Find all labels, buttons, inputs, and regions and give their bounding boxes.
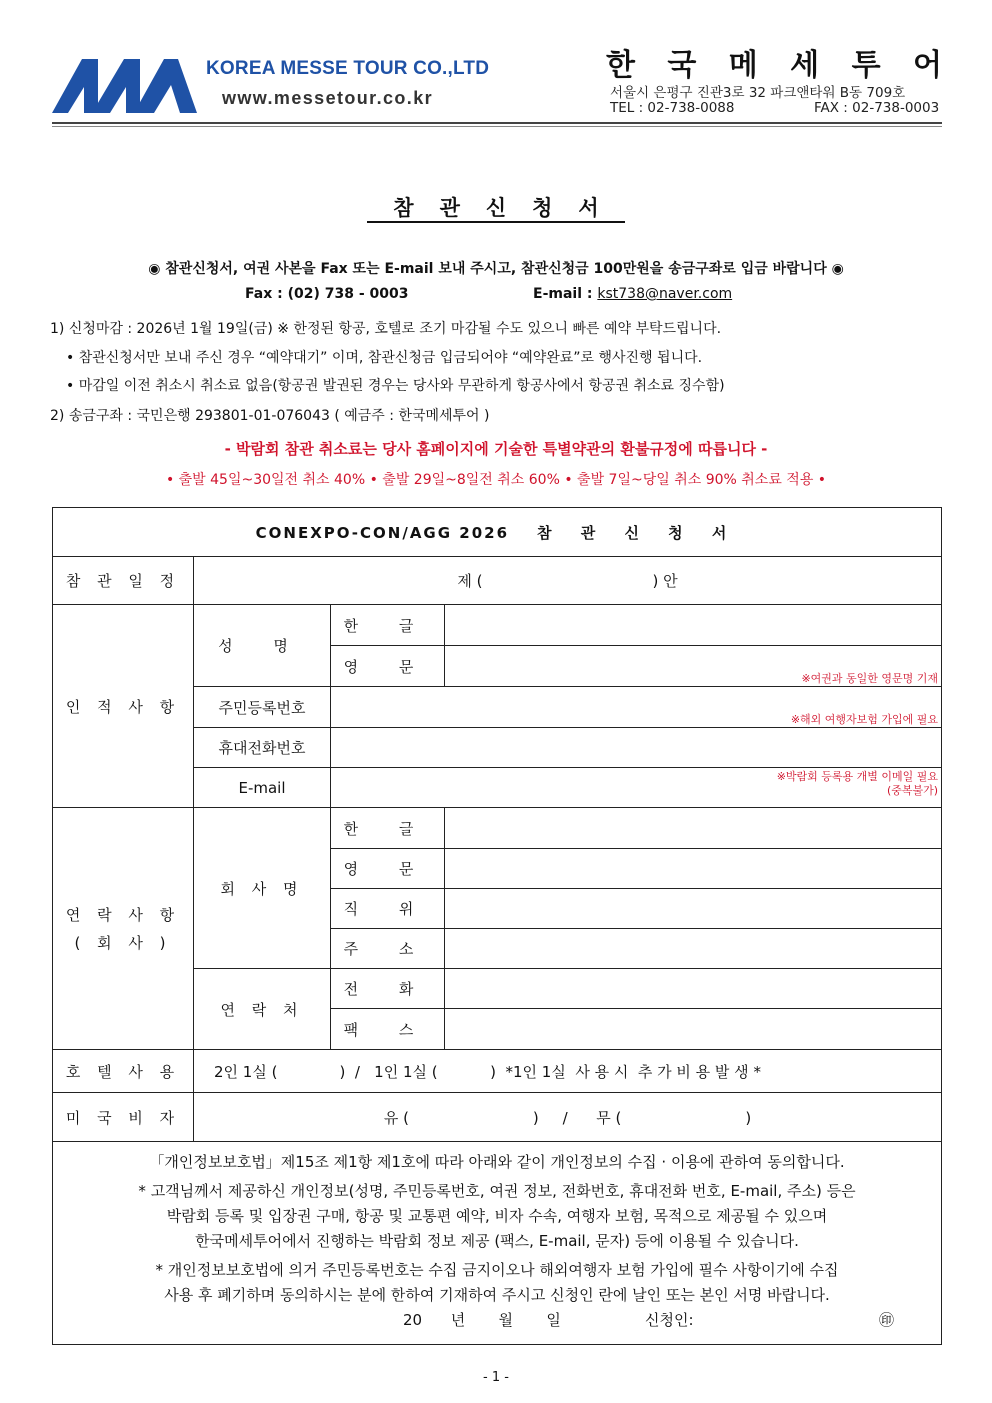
position-label: 직 위: [331, 889, 445, 929]
personal-info-label: 인 적 사 항: [53, 605, 194, 808]
cancel-policy-title: - 박람회 참관 취소료는 당사 홈페이지에 기술한 특별약관의 환불규정에 따릅니다 -: [224, 440, 768, 458]
application-form: [52, 507, 942, 1345]
address-label: 주 소: [331, 929, 445, 969]
name-korean-field[interactable]: [445, 605, 942, 646]
company-english-field[interactable]: [445, 849, 942, 889]
form-title: CONEXPO-CON/AGG 2026 참 관 신 청 서: [53, 508, 942, 557]
bullet-reservation: • 참관신청서만 보내 주신 경우 “예약대기” 이며, 참관신청금 입금되어야 “예약완료”로 행사진행 됩니다.: [66, 350, 703, 366]
email-note: ※박람회 등록용 개별 이메일 필요: [776, 770, 939, 783]
company-address: 서울시 은평구 진관3로 32 파크앤타워 B동 709호: [610, 85, 906, 101]
company-logo: [52, 55, 197, 113]
fax-field[interactable]: [445, 1009, 942, 1050]
mobile-field[interactable]: [331, 728, 942, 768]
header-divider: [52, 122, 942, 124]
fax-label: 팩 스: [331, 1009, 445, 1050]
consent-line-5: * 개인정보보호법에 의거 주민등록번호는 수집 금지이오나 해외여행자 보험 가입에 필수 사항이기에 수집: [155, 1261, 839, 1279]
email-field[interactable]: [331, 768, 942, 808]
company-name-en: KOREA MESSE TOUR CO.,LTD: [206, 58, 490, 79]
name-label: 성 명: [194, 605, 331, 687]
phone-field[interactable]: [445, 969, 942, 1009]
bullet-cancellation: • 마감일 이전 취소시 취소료 없음(항공권 발권된 경우는 당사와 무관하게 항공사에서 항공권 취소료 징수함): [66, 378, 725, 394]
cancel-rates: • 출발 45일~30일전 취소 40% • 출발 29일~8일전 취소 60% • 출발 7일~당일 취소 90% 취소료 적용 •: [165, 472, 827, 488]
address-field[interactable]: [445, 929, 942, 969]
company-contact-label: 연 락 사 항 ( 회 사 ): [53, 808, 194, 1050]
hotel-field[interactable]: 2인 1실 ( ) / 1인 1실 ( ) *1인 1실 사 용 시 추 가 비 용 발 생 *: [194, 1050, 942, 1093]
email-note-duplicate: (중복불가): [886, 784, 939, 797]
us-visa-label: 미 국 비 자: [53, 1093, 194, 1142]
visit-schedule-field[interactable]: 제 ( ) 안: [194, 557, 942, 605]
visit-schedule-label: 참 관 일 정: [53, 557, 194, 605]
signature-row: [65, 1308, 929, 1334]
company-korean-label: 한 글: [331, 808, 445, 849]
resident-number-label: 주민등록번호: [194, 687, 331, 728]
applicant-label: 신청인:: [645, 1311, 694, 1329]
email-contact: E-mail : kst738@naver.com: [533, 286, 733, 302]
consent-line-1: 「개인정보보호법」제15조 제1항 제1호에 따라 아래와 같이 개인정보의 수집 · 이용에 관하여 동의합니다.: [149, 1153, 845, 1171]
fax-number: Fax : (02) 738 - 0003: [245, 286, 409, 302]
company-tel: TEL : 02-738-0088: [610, 100, 735, 116]
privacy-consent: [53, 1142, 942, 1345]
account-text: 2) 송금구좌 : 국민은행 293801-01-076043 ( 예금주 : 한국메세투어 ): [50, 408, 490, 424]
sign-date[interactable]: 20 년 월 일: [403, 1311, 561, 1329]
us-visa-field[interactable]: 유 ( ) / 무 ( ): [194, 1093, 942, 1142]
resident-note: ※해외 여행자보험 가입에 필요: [790, 713, 939, 726]
company-url: www.messetour.co.kr: [222, 88, 434, 108]
contact-info-label: 연 락 처: [194, 969, 331, 1050]
consent-line-3: 박람회 등록 및 입장권 구매, 항공 및 교통편 예약, 비자 수속, 여행자 보험, 목적으로 제공될 수 있으며: [166, 1207, 828, 1225]
email-link[interactable]: kst738@naver.com: [597, 286, 733, 302]
english-name-note: ※여권과 동일한 영문명 기재: [801, 672, 939, 685]
company-korean-field[interactable]: [445, 808, 942, 849]
header-divider-thin: [52, 126, 942, 127]
seal-mark: ㊞: [879, 1311, 895, 1329]
company-fax: FAX : 02-738-0003: [814, 100, 940, 116]
phone-label: 전 화: [331, 969, 445, 1009]
consent-line-4: 한국메세투어에서 진행하는 박람회 정보 제공 (팩스, E-mail, 문자) 등에 이용될 수 있습니다.: [195, 1232, 799, 1250]
consent-line-6: 사용 후 폐기하며 동의하시는 분에 한하여 기재하여 주시고 신청인 란에 날인 또는 본인 서명 바랍니다.: [164, 1286, 830, 1304]
company-name-label: 회 사 명: [194, 808, 331, 969]
resident-number-field[interactable]: [331, 687, 942, 728]
email-label: E-mail: [194, 768, 331, 808]
name-english-label: 영 문: [331, 646, 445, 687]
hotel-label: 호 텔 사 용: [53, 1050, 194, 1093]
company-name-ko: 한 국 메 세 투 어: [606, 48, 942, 83]
consent-line-2: * 고객님께서 제공하신 개인정보(성명, 주민등록번호, 여권 정보, 전화번호, 휴대전화 번호, E-mail, 주소) 등은: [138, 1182, 856, 1200]
document-title: 참관신청서: [0, 195, 992, 223]
notice-line: ◉ 참관신청서, 여권 사본을 Fax 또는 E-mail 보내 주시고, 참관신청금 100만원을 송금구좌로 입금 바랍니다 ◉: [148, 261, 844, 277]
deadline-text: 1) 신청마감 : 2026년 1월 19일(금) ※ 한정된 항공, 호텔로 조기 마감될 수도 있으니 빠른 예약 부탁드립니다.: [50, 321, 722, 337]
mobile-label: 휴대전화번호: [194, 728, 331, 768]
name-english-field[interactable]: [445, 646, 942, 687]
position-field[interactable]: [445, 889, 942, 929]
name-korean-label: 한 글: [331, 605, 445, 646]
company-english-label: 영 문: [331, 849, 445, 889]
page-number: - 1 -: [483, 1370, 509, 1385]
